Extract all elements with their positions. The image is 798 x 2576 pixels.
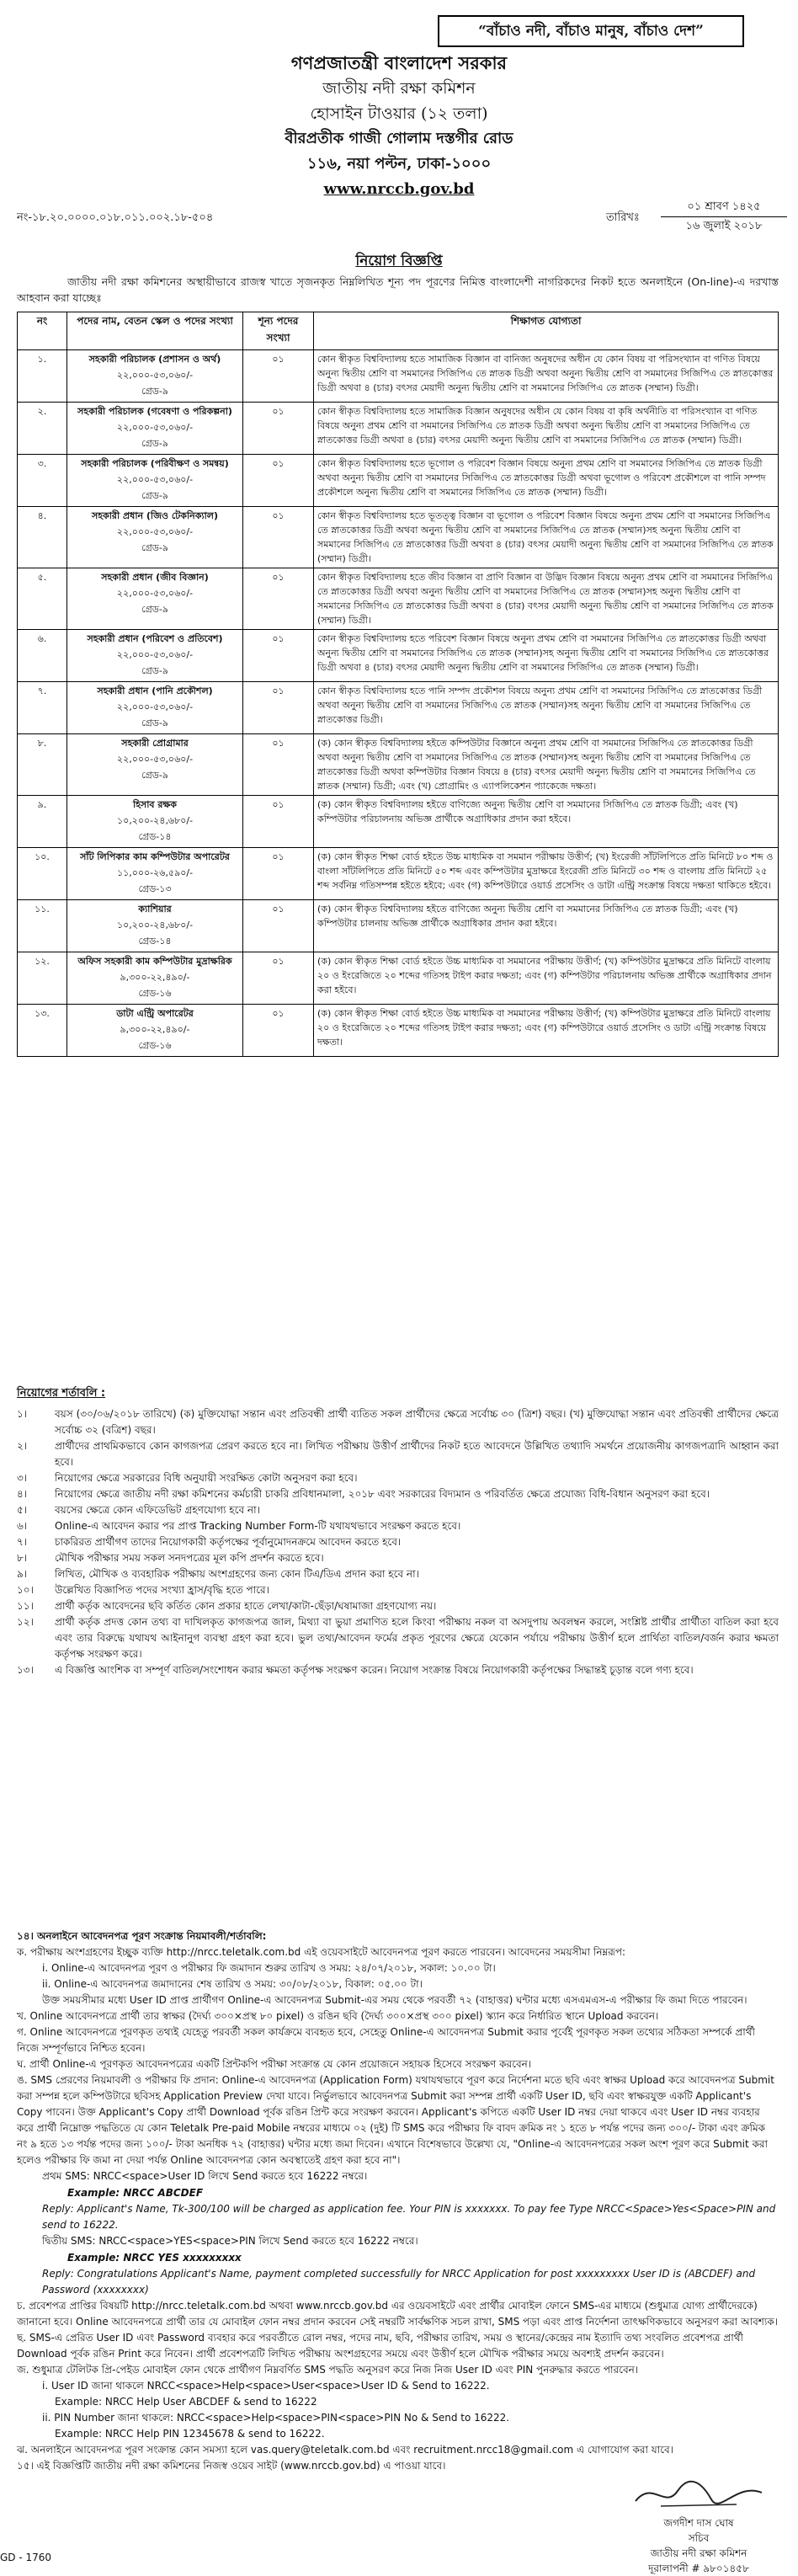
post-name: অফিস সহকারী কাম কম্পিউটার মুদ্রাক্ষরিক [77,956,232,967]
condition-item [17,1438,779,1470]
pay-grade: গ্রেড-১৪ [138,936,172,947]
signature-block [623,2476,774,2576]
qualification: (ক) কোন স্বীকৃত শিক্ষা বোর্ড হইতে উচ্চ মাধ্যমিক বা সমমান পরীক্ষায় উত্তীর্ণ; (খ) ইংরেজী সাঁটলিপিতে প্রতি মিনিটে ৮০ শব্দ ও বাংলা সাঁটলিপিতে প্রতি মিনিটে ৫০ শব্দ এবং কম্পিউটার মুদ্রাক্ষরে ইংরেজী প্রতি মিনিটে ৩০ শব্দ ও বাংলায় প্রতি মিনিটে ২৫ শব্দ সর্বনিম্ন গতিসম্পন্ন হইতে হইবে; এবং (গ) কম্পিউটারে ওয়ার্ড প্রসেসিং ও ডাটা এন্ট্রি সংক্রান্ত বিষয়ে দক্ষতা থাকিতে হইবে। [314,848,779,900]
qualification: (ক) কোন স্বীকৃত শিক্ষা বোর্ড হইতে উচ্চ মাধ্যমিক বা সমমানের পরীক্ষায় উত্তীর্ণ; (খ) কম্পিউটার মুদ্রাক্ষরে প্রতি মিনিটে বাংলায় ২০ ও ইংরেজিতে ২০ শব্দের গতিসহ টাইপ করার দক্ষতা; এবং (গ) কম্পিউটারে ওয়ার্ড প্রসেসিং ও ডাটা এন্ট্রি সংক্রান্ত বিষয়ে দক্ষতা। [314,1005,779,1057]
pay-scale: ২২,০০০-৫৩,০৬০/- [116,649,194,660]
online-g: ছ. SMS-এ প্রেরিত User ID এবং Password ব্যবহার করে পরবর্তীতে রোল নম্বর, পদের নাম, ছবি, পরীক্ষার তারিখ, সময় ও স্থানের/কেন্দ্রের নাম ইত্যাদি তথ্য সংবলিত প্রবেশপত্র প্রার্থী Download পূর্বক রঙিন Print করে নিবেন। প্রার্থী প্রবেশপত্রটি লিখিত পরীক্ষায় অংশগ্রহণের সময়ে এবং উত্তীর্ণ হলে মৌখিক পরীক্ষার সময়ে অবশ্যই প্রদর্শন করবেন। [17,2332,743,2360]
post-cell [67,952,243,1005]
row-number: ৭. [18,682,67,734]
signatory-name: জগদীশ দাস ঘোষ [663,2517,734,2529]
table-row [18,568,779,630]
header-vacancy: শূন্য পদের সংখ্যা [243,312,314,350]
condition-text: নিয়োগের ক্ষেত্রে জাতীয় নদী রক্ষা কমিশনের কর্মচারী চাকরি প্রবিধানমালা, ২০১৮ এবং সরকারের বিদ্যমান ও পরিবর্তিত ক্ষেত্রে প্রযোজ্য বিধি-বিধান অনুসরণ করা হবে। [55,1488,710,1500]
header-no: নং [18,312,67,350]
intro-paragraph: জাতীয় নদী রক্ষা কমিশনের অস্থায়ীভাবে রাজস্ব খাতে সৃজনকৃত নিম্নলিখিত শূন্য পদ পূরণের নিমিত্ত বাংলাদেশী নাগরিকদের নিকট হতে অনলাইনে (On-line)-এ দরখাস্ত আহবান করা যাচ্ছেঃ [17,275,779,304]
condition-text: প্রার্থী কর্তৃক আবেদনের ছবি কর্তিত কোন প্রকার হাতে লেখা/কাটা-ছেঁড়া/ঘষামাজা গ্রহণযোগ্য নয়। [55,1600,437,1612]
memo-number: নং-১৮.২০.০০০০.০১৮.০১১.০০২.১৮-৫০৪ [17,211,214,224]
qualification: কোন স্বীকৃত বিশ্ববিদ্যালয় হতে পানি সম্পদ প্রকৌশল বিষয়ে অনুন্য প্রথম শ্রেণি বা সমমানের সিজিপিএ তে স্নাতকোত্তর ডিগ্রী অথবা অনুন্য দ্বিতীয় শ্রেণি বা সমমানের সিজিপিএ তে স্নাতক (সম্মান)সহ অনুন্য দ্বিতীয় শ্রেণি বা সমমানের সিজিপিএ তে স্নাতকোত্তর ডিগ্রী। [314,682,779,734]
conditions-list [17,1406,779,1678]
online-head: ১৪। অনলাইনে আবেদনপত্র পূরণ সংক্রান্ত নিয়মাবলী/শর্তাবলি: [17,1930,267,1942]
vacancy-count: ০১ [243,568,314,630]
pay-scale: ৯,৩০০-২২,৪৯০/- [120,972,190,983]
condition-number: ৫। [17,1504,28,1516]
slogan-box: “বাঁচাও নদী, বাঁচাও মানুষ, বাঁচাও দেশ” [438,15,744,47]
row-number: ৯. [18,796,67,848]
online-ii: ii. Online-এ আবেদনপত্র জমাদানের শেষ তারিখ ও সময়: ৩০/০৮/২০১৮, বিকাল: ০৫.০০ টা। [42,1978,423,1990]
date-block [661,198,787,236]
pay-grade: গ্রেড-৯ [141,717,168,728]
pay-scale: ২২,০০০-৫৩,০৬০/- [116,701,194,712]
condition-item [17,1662,779,1678]
condition-number: ৬। [17,1520,28,1532]
row-number: ১১. [18,900,67,952]
qualification: (ক) কোন স্বীকৃত বিশ্ববিদ্যালয় হইতে বাণিজ্যে অনুন্য দ্বিতীয় শ্রেণি বা সমমানের সিজিপিএ তে স্নাতক ডিগ্রী; এবং (খ) কম্পিউটার চালনায় অভিজ্ঞ প্রার্থীকে অগ্রাধিকার প্রদান করা হইবে। [314,900,779,952]
conditions-title: নিয়োগের শর্তাবলি : [17,1387,106,1400]
condition-text: মৌখিক পরীক্ষার সময় সকল সনদপত্রের মূল কপি প্রদর্শন করতে হবে। [55,1552,324,1564]
pay-scale: ১১,০০০-২৬,৫৯০/- [116,867,194,878]
condition-number: ৮। [17,1552,28,1564]
table-row [18,1005,779,1057]
row-number: ৬. [18,630,67,682]
row-number: ৫. [18,568,67,630]
condition-number: ২। [17,1440,28,1452]
vacancy-count: ০১ [243,952,314,1005]
table-row [18,630,779,682]
pay-scale: ২২,০০০-৫৩,০৬০/- [116,422,194,433]
vacancy-count: ০১ [243,796,314,848]
post-cell [67,682,243,734]
signatory-org: জাতীয় নদী রক্ষা কমিশন [650,2547,747,2559]
pay-grade: গ্রেড-১৩ [138,883,172,894]
table-row [18,900,779,952]
vacancy-count: ০১ [243,682,314,734]
condition-text: প্রার্থী কর্তৃক প্রদত্ত কোন তথ্য বা দাখিলকৃত কাগজপত্র জাল, মিথ্যা বা ভুয়া প্রমাণিত হলে কিংবা পরীক্ষায় নকল বা অসদুপায় অবলম্বন করলে, সংশ্লিষ্ট প্রার্থীর প্রার্থীতা বাতিল করা হবে এবং তার বিরুদ্ধে যথাযথ আইনানুগ ব্যবস্থা গ্রহণ করা হবে। ভুল তথ্য/আবেদন ফর্মের প্রকৃত পূরণের ক্ষেত্রে যেকোন পর্যায়ে পরীক্ষায় উত্তীর্ণ হলে প্রার্থিতা বাতিল/বর্জন করার ক্ষমতা কর্তৃপক্ষ সংরক্ষণ করে। [55,1616,779,1660]
pay-scale: ২২,০০০-৫৩,০৬০/- [116,526,194,537]
letterhead [0,51,798,202]
date-label: তারিখঃ [606,211,640,224]
condition-item [17,1614,779,1662]
table-row [18,507,779,568]
condition-item [17,1582,779,1598]
condition-item [17,1534,779,1550]
qualification: কোন স্বীকৃত বিশ্ববিদ্যালয় হতে পরিবেশ বিজ্ঞান বিষয়ে অনুন্য প্রথম শ্রেণি বা সমমানের সিজিপিএ তে স্নাতকোত্তর ডিগ্রী অথবা অনুন্য দ্বিতীয় শ্রেণি বা সমমানের সিজিপিএ তে স্নাতক (সম্মান)সহ অনুন্য দ্বিতীয় শ্রেণি বা সমমানের সিজিপিএ তে স্নাতকোত্তর ডিগ্রী অথবা ৪ (চার) বৎসর মেয়াদী অনুন্য দ্বিতীয় শ্রেণি বা সমমানের সিজিপিএ তে স্নাতক (সম্মান) ডিগ্রী। [314,630,779,682]
sms-example-2: Example: NRCC YES xxxxxxxxx [67,2252,242,2264]
road-name: বীরপ্রতীক গাজী গোলাম দস্তগীর রোড [285,130,513,147]
pay-grade: গ্রেড-৯ [141,386,168,397]
online-contact: ঝ. অনলাইনে আবেদনপত্র পূরণ সংক্রান্ত কোন সমস্যা হলে vas.query@teletalk.com.bd এবং recruitment.nrcc18@gmail.com এ যোগাযোগ করা যাবে। [17,2444,673,2456]
vacancy-count: ০১ [243,848,314,900]
online-h: জ. শুধুমাত্র টেলিটক প্রি-পেইড মোবাইল ফোন থেকে প্রার্থীগণ নিম্নবর্ণিত SMS পদ্ধতি অনুসরণ করে নিজ নিজ User ID এবং PIN পুনরুদ্ধার করতে পারবেন। [17,2364,639,2376]
notice-title: নিয়োগ বিজ্ঞপ্তি [355,253,443,269]
condition-item [17,1470,779,1486]
reference-row [17,198,783,240]
online-a: ক. পরীক্ষায় অংশগ্রহণের ইচ্ছুক ব্যক্তি http://nrcc.teletalk.com.bd এই ওয়েবসাইটে আবেদনপত্র পূরণ করতে পারবেন। আবেদনের সময়সীমা নিম্নরূপ: [17,1946,626,1958]
post-name: সহকারী পরিচালক (প্রশাসন ও অর্থ) [88,354,221,365]
row-number: ৩. [18,455,67,507]
sms-first: প্রথম SMS: NRCC<space>User ID লিখে Send করতে হবে 16222 নম্বরে। [42,2170,368,2182]
conditions-section [17,1385,779,1678]
online-f: চ. প্রবেশপত্র প্রাপ্তির বিষয়টি http://nrcc.teletalk.com.bd অথবা www.nrccb.gov.bd এর ওয়েবসাইটে এবং প্রার্থীর মোবাইল ফোনে SMS-এর মাধ্যমে (শুধুমাত্র যোগ্য প্রার্থীদেরকে) জানানো হবে। Online আবেদনপত্রে প্রার্থী তার যে মোবাইল ফোন নম্বর প্রদান করবেন সেই নম্বরটি সার্বক্ষণিক সচল রাখা, SMS পড়া এবং প্রাপ্ত নির্দেশনা তাৎক্ষণিকভাবে অনুসরণ করা আবশ্যক। [17,2300,779,2328]
vacancy-count: ০১ [243,900,314,952]
table-header-row [18,312,779,350]
condition-number: ৯। [17,1568,28,1580]
pay-grade: গ্রেড-১৬ [138,1040,172,1051]
header-qualification: শিক্ষাগত যোগ্যতা [314,312,779,350]
post-name: সাঁট লিপিকার কাম কম্পিউটার অপারেটর [80,851,230,862]
condition-text: বয়স (৩০/০৬/২০১৮ তারিখে) (ক) মুক্তিযোদ্ধা সন্তান এবং প্রতিবন্ধী প্রার্থী ব্যতিত সকল প্রার্থীদের ক্ষেত্রে সর্বোচ্চ ৩০ (ত্রিশ) বছর। (খ) মুক্তিযোদ্ধা সন্তান এবং প্রতিবন্ধী প্রার্থীদের ক্ষেত্রে সর্বোচ্চ ৩২ (বত্রিশ) বছর। [55,1408,779,1436]
post-cell [67,796,243,848]
condition-text: Online-এ আবেদন করার পর প্রাপ্ত Tracking Number Form-টি যথাযথভাবে সংরক্ষণ করতে হবে। [55,1520,461,1532]
row-number: ১০. [18,848,67,900]
sms-reply-1: Reply: Applicant's Name, Tk-300/100 will be charged as application fee. Your PIN is xxxxxxx. To pay fee Type NRCC<Space>Yes<Space>PIN and send to 16222. [42,2203,776,2231]
recovery-user-id-example: Example: NRCC Help User ABCDEF & send to 16222 [55,2396,317,2408]
table-row [18,682,779,734]
website-link[interactable]: www.nrccb.gov.bd [323,180,475,198]
post-cell [67,507,243,568]
building-name: হোসাইন টাওয়ার (১২ তলা) [310,104,488,123]
qualification: (ক) কোন স্বীকৃত বিশ্ববিদ্যালয় হইতে বাণিজ্যে অনুন্য দ্বিতীয় শ্রেণি বা সমমানের সিজিপিএ তে স্নাতক ডিগ্রী; এবং (খ) কম্পিউটার পরিচালনায় অভিজ্ঞ প্রার্থীকে অগ্রাধিকার প্রদান করা হইবে। [314,796,779,848]
condition-text: বয়সের ক্ষেত্রে কোন এফিডেভিট গ্রহণযোগ্য হবে না। [55,1504,260,1516]
condition-text: প্রার্থীদের প্রাথমিকভাবে কোন কাগজপত্র প্রেরণ করতে হবে না। লিখিত পরীক্ষায় উত্তীর্ণ প্রার্থীদের নিকট হতে আবেদনে উল্লিখিত তথ্যাদি সমর্থনে প্রয়োজনীয় কাগজপত্রাদি আহ্বান করা হবে। [55,1440,779,1468]
address-line: ১১৬, নয়া পল্টন, ঢাকা-১০০০ [306,155,492,173]
condition-number: ১৩। [17,1664,34,1676]
vacancy-count: ০১ [243,507,314,568]
condition-number: ৪। [17,1488,28,1500]
condition-text: লিখিত, মৌখিক ও ব্যবহারিক পরীক্ষায় অংশগ্রহণের জন্য কোন টিএ/ডিএ প্রদান করা হবে না। [55,1568,419,1580]
pay-scale: ১০,২০০-২৪,৬৮০/- [116,920,194,931]
condition-number: ১১। [17,1600,34,1612]
pay-scale: ২২,০০০-৫৩,০৬০/- [116,370,194,381]
online-e: ঙ. SMS প্রেরণের নিয়মাবলী ও পরীক্ষার ফি প্রদান: Online-এ আবেদনপত্র (Application Form) যথাযথভাবে পূরণ করে নির্দেশনা মতে ছবি এবং স্বাক্ষর Upload করে আবেদনপত্র Submit করা সম্পন্ন হলে কম্পিউটারে ছবিসহ Application Preview দেখা যাবে। নির্ভুলভাবে আবেদনপত্র Submit করা সম্পন্ন প্রার্থী একটি User ID, ছবি এবং স্বাক্ষরযুক্ত একটি Applicant's Copy পাবেন। উক্ত Applicant's Copy প্রার্থী Download পূর্বক রঙিন প্রিন্ট করে সংরক্ষণ করবেন। Applicant's কপিতে একটি User ID নম্বর দেয়া থাকবে এবং User ID নম্বর ব্যবহার করে প্রার্থী নিম্নোক্ত পদ্ধতিতে যে কোন Teletalk Pre-paid Mobile নম্বরের মাধ্যমে ০২ (দুই) টি SMS করে পরীক্ষার ফি বাবদ ক্রমিক নং ১ হতে ৮ পর্যন্ত পদের জন্য ৩০০/- টাকা এবং ক্রমিক নং ৯ হতে ১৩ পর্যন্ত পদের জন্য ১০০/- টাকা অনধিক ৭২ (বাহাত্তর) ঘন্টার মধ্যে জমা দিবেন। এখানে বিশেষভাবে উল্লেখ্য যে, "Online-এ আবেদনপত্রের সকল অংশ পূরণ করে Submit করা হলেও পরীক্ষার ফি জমা না দেয়া পর্যন্ত Online আবেদনপত্র কোন অবস্থাতেই গ্রহণ করা হবে না"। [17,2074,774,2166]
sms-reply-2: Reply: Congratulations Applicant's Name, payment completed successfully for NRCC Application for post xxxxxxxxx User ID is (ABCDEF) and Password (xxxxxxxx) [42,2268,756,2296]
online-c: গ. Online আবেদনপত্রে পূরণকৃত তথ্যই যেহেতু পরবর্তী সকল কার্যক্রমে ব্যবহৃত হবে, সেহেতু Online-এ আবেদনপত্র Submit করার পূর্বেই পূরণকৃত সকল তথ্যের সঠিকতা সম্পর্কে প্রার্থী নিজে সম্পূর্ণভাবে নিশ্চিত হবেন। [17,2026,755,2054]
table-row [18,796,779,848]
post-cell [67,848,243,900]
pay-grade: গ্রেড-৯ [141,604,168,615]
pay-grade: গ্রেড-৯ [141,770,168,781]
pay-grade: গ্রেড-৯ [141,542,168,553]
row-number: ১২. [18,952,67,1005]
row-number: ৪. [18,507,67,568]
condition-number: ১০। [17,1584,34,1596]
condition-number: ৩। [17,1472,28,1484]
corner-code: GD - 1760 [0,2552,52,2563]
row-number: ২. [18,403,67,455]
condition-text: চাকরিরত প্রার্থীগণ তাদের নিয়োগকারী কর্তৃপক্ষের পূর্বানুমোদনক্রমে আবেদন করতে হবে। [55,1536,402,1548]
post-name: ডাটা এন্ট্রি অপারেটর [116,1008,194,1019]
vacancy-count: ০১ [243,455,314,507]
table-row [18,952,779,1005]
recovery-user-id: i. User ID জানা থাকলে NRCC<space>Help<space>User<space>User ID & Send to 16222. [42,2380,490,2392]
online-note: উক্ত সময়সীমার মধ্যে User ID প্রাপ্ত প্রার্থীগণ Online-এ আবেদনপত্র Submit-এর সময় থেকে পরবর্তী ৭২ (বাহাত্তর) ঘন্টার মধ্যে এসএমএস-এ পরীক্ষার ফি জমা দিতে পারবেন। [42,1994,747,2006]
qualification: কোন স্বীকৃত বিশ্ববিদ্যালয় হতে ভূগোল ও পরিবেশ বিজ্ঞান বিষয়ে অনুন্য প্রথম শ্রেণি বা সমমানের সিজিপিএ তে স্নাতক ডিগ্রী অথবা অনুন্য দ্বিতীয় শ্রেণি বা সমমানের সিজিপিএ তে স্নাতকোত্তর ডিগ্রী অথবা ভূগোল ও পরিবেশ প্রকৌশলে বা পানি সম্পদ প্রকৌশলে অনুন্য দ্বিতীয় শ্রেণি বা সমমানের সিজিপিএ তে স্নাতক (সম্মান) ডিগ্রী। [314,455,779,507]
row-number: ১৩. [18,1005,67,1057]
qualification: কোন স্বীকৃত বিশ্ববিদ্যালয় হতে ভূতত্ত্ব বিজ্ঞান বা ভূগোল ও পরিবেশ বিজ্ঞান বিষয়ে অনুন্য প্রথম শ্রেণি বা সমমানের সিজিপিএ তে স্নাতকোত্তর ডিগ্রী অথবা অনুন্য দ্বিতীয় শ্রেণি বা সমমানের সিজিপিএ তে স্নাতক (সম্মান)সহ অনুন্য দ্বিতীয় শ্রেণি বা সমমানের সিজিপিএ তে স্নাতকোত্তর ডিগ্রী অথবা ৪ (চার) বৎসর মেয়াদী অনুন্য দ্বিতীয় শ্রেণি বা সমমানের সিজিপিএ তে স্নাতক (সম্মান) ডিগ্রী। [314,507,779,568]
condition-text: এ বিজ্ঞপ্তি আংশিক বা সম্পূর্ণ বাতিল/সংশোধন করার ক্ষমতা কর্তৃপক্ষ সংরক্ষণ করেন। নিয়োগ সংক্রান্ত বিষয়ে নিয়োগকারী কর্তৃপক্ষের সিদ্ধান্তই চূড়ান্ত বলে গণ্য হবে। [55,1664,694,1676]
condition-item [17,1550,779,1566]
pay-scale: ২২,০০০-৫৩,০৬০/- [116,474,194,485]
government-name: গণপ্রজাতন্ত্রী বাংলাদেশ সরকার [290,52,508,73]
condition-item [17,1502,779,1518]
recovery-pin: ii. PIN Number জানা থাকলে: NRCC<space>Help<space>PIN<space>PIN No & Send to 16222. [42,2412,510,2424]
pay-scale: ১০,২০০-২৪,৬৮০/- [116,815,194,826]
post-cell [67,568,243,630]
pay-grade: গ্রেড-৯ [141,438,168,449]
condition-number: ১২। [17,1616,34,1628]
qualification: কোন স্বীকৃত বিশ্ববিদ্যালয় হতে সামাজিক বিজ্ঞান বা বানিজ্য অনুষদের অধীন যে কোন বিষয় বা পরিসংখ্যান বা গণিত বিষয়ে অনুন্য দ্বিতীয় শ্রেণি বা সমমানের সিজিপিএ তে স্নাতক ডিগ্রী অথবা অনুন্য দ্বিতীয় শ্রেণি বা সমমানের সিজিপিএ তে স্নাতকোত্তর ডিগ্রী অথবা ৪ (চার) বৎসর মেয়াদী অনুন্য দ্বিতীয় শ্রেণি বা সমমানের সিজিপিএ তে স্নাতক (সম্মান) ডিগ্রী। [314,350,779,403]
date-english: ১৬ জুলাই ২০১৮ [661,216,787,236]
post-name: সহকারী প্রধান (পরিবেশ ও প্রতিবেশ) [87,633,223,644]
pay-grade: গ্রেড-৯ [141,665,168,676]
table-row [18,848,779,900]
qualification: (ক) কোন স্বীকৃত শিক্ষা বোর্ড হইতে উচ্চ মাধ্যমিক বা সমমানের পরীক্ষায় উত্তীর্ণ; (খ) কম্পিউটার মুদ্রাক্ষরে প্রতি মিনিটে বাংলায় ২০ ও ইংরেজিতে ২০ শব্দের গতিসহ টাইপ করার দক্ষতা; এবং (গ) কম্পিউটার পরিচালনায় অভিজ্ঞ প্রার্থীকে অগ্রাধিকার প্রদান করা হইবে। [314,952,779,1005]
pay-grade: গ্রেড-৯ [141,490,168,501]
condition-item [17,1598,779,1614]
header-post: পদের নাম, বেতন স্কেল ও পদের সংখ্যা [67,312,243,350]
condition-number: ১। [17,1408,28,1420]
vacancy-count: ০১ [243,630,314,682]
vacancy-count: ০১ [243,403,314,455]
table-row [18,350,779,403]
website-availability: ১৫। এই বিজ্ঞপ্তিটি জাতীয় নদী রক্ষা কমিশনের নিজস্ব ওয়েব সাইট (www.nrccb.gov.bd) এ পাওয়া যাবে। [17,2460,446,2472]
qualification: (ক) কোন স্বীকৃত বিশ্ববিদ্যালয় হইতে কম্পিউটার বিজ্ঞানে অনুন্য প্রথম শ্রেণি বা সমমানের সিজিপিএ তে স্নাতকোত্তর ডিগ্রী অথবা অনুন্য দ্বিতীয় শ্রেণি বা সমমানের সিজিপিএ তে স্নাতক (সম্মান)সহ অনুন্য দ্বিতীয় শ্রেণি বা সমমানের সিজিপিএ তে স্নাতকোত্তর ডিগ্রী অথবা কম্পিউটার বিজ্ঞান বিষয়ে ৪ (চার) বৎসর মেয়াদী অনুন্য দ্বিতীয় শ্রেণি বা সমমানের সিজিপিএ তে স্নাতক (সম্মান) ডিগ্রী; এবং (খ) প্রোগ্রামিং ও এ্যাপলিকেশন প্যাকেজে দক্ষতা। [314,734,779,796]
condition-text: উল্লেখিত বিজ্ঞাপিত পদের সংখ্যা হ্রাস/বৃদ্ধি হতে পারে। [55,1584,269,1596]
table-row [18,403,779,455]
condition-item [17,1486,779,1502]
post-name: সহকারী প্রোগ্রামার [121,738,189,749]
post-cell [67,630,243,682]
signatory-phone: দূরালাপনী # ৯৮০১৪৫৮ [648,2563,749,2574]
sms-example-1: Example: NRCC ABCDEF [67,2187,204,2199]
table-row [18,734,779,796]
online-d: ঘ. প্রার্থী Online-এ পূরণকৃত আবেদনপত্রের একটি প্রিন্টকপি পরীক্ষা সংক্রান্ত যে কোন প্রয়োজনে সহায়ক হিসেবে সংরক্ষণ করবেন। [17,2058,532,2070]
pay-grade: গ্রেড-১৬ [138,988,172,999]
online-application-section [17,1928,779,2474]
row-number: ১. [18,350,67,403]
pay-scale: ২২,০০০-৫৩,০৬০/- [116,588,194,599]
post-cell [67,1005,243,1057]
condition-item [17,1406,779,1438]
sms-second: দ্বিতীয় SMS: NRCC<space>YES<space>PIN লিখে Send করতে হবে 16222 নম্বরে। [42,2235,418,2247]
post-name: সহকারী পরিচালক (পরিবীক্ষণ ও সমন্বয়) [81,458,229,469]
pay-scale: ৯,৩০০-২২,৪৯০/- [120,1024,190,1035]
post-name: সহকারী প্রধান (পানি প্রকৌশল) [97,685,213,696]
post-cell [67,350,243,403]
pay-grade: গ্রেড-১৪ [138,831,172,842]
post-name: সহকারী প্রধান (জীব বিজ্ঞান) [101,572,209,583]
post-cell [67,734,243,796]
row-number: ৮. [18,734,67,796]
online-i: i. Online-এ আবেদনপত্র পূরণ ও পরীক্ষার ফি জমাদান শুরুর তারিখ ও সময়: ২৪/০৭/২০১৮, সকাল: ১০.০০ টা। [42,1962,496,1974]
date-bangla: ০১ শ্রাবণ ১৪২৫ [687,200,761,213]
signatory-title: সচিব [688,2532,710,2544]
post-name: হিসাব রক্ষক [133,799,177,810]
condition-item [17,1566,779,1582]
vacancy-count: ০১ [243,734,314,796]
post-cell [67,403,243,455]
qualification: কোন স্বীকৃত বিশ্ববিদ্যালয় হতে জীব বিজ্ঞান বা প্রাণি বিজ্ঞান বা উদ্ভিদ বিজ্ঞান বিষয়ে অনুন্য প্রথম শ্রেণি বা সমমানের সিজিপিএ তে স্নাতকোত্তর ডিগ্রী অথবা অনুন্য দ্বিতীয় শ্রেণি বা সমমানের সিজিপিএ তে স্নাতক (সম্মান)সহ অনুন্য দ্বিতীয় শ্রেণি বা সমমানের সিজিপিএ তে স্নাতকোত্তর ডিগ্রী অথবা ৪ (চার) বৎসর মেয়াদী অনুন্য দ্বিতীয় শ্রেণি বা সমমানের সিজিপিএ তে স্নাতক (সম্মান) ডিগ্রী। [314,568,779,630]
recovery-pin-example: Example: NRCC Help PIN 12345678 & send to 16222. [55,2428,325,2440]
qualification: কোন স্বীকৃত বিশ্ববিদ্যালয় হতে সামাজিক বিজ্ঞান অনুষদের অধীন যে কোন বিষয় বা কৃষি অর্থনীতি বা পরিসংখ্যান বা গণিত বিষয়ে অনুন্য প্রথম শ্রেণি বা সমমানের সিজিপিএ তে স্নাতক ডিগ্রী অথবা অনুন্য দ্বিতীয় শ্রেণি বা সমমানের সিজিপিএ তে স্নাতকোত্তর ডিগ্রী অথবা ৪ (চার) বৎসর মেয়াদী অনুন্য দ্বিতীয় শ্রেণি বা সমমানের সিজিপিএ তে স্নাতক (সম্মান) ডিগ্রী। [314,403,779,455]
table-row [18,455,779,507]
post-name: সহকারী পরিচালক (গবেষণা ও পরিকল্পনা) [77,406,232,417]
post-cell [67,900,243,952]
post-cell [67,455,243,507]
pay-scale: ২২,০০০-৫৩,০৬০/- [116,754,194,765]
condition-number: ৭। [17,1536,28,1548]
vacancy-count: ০১ [243,350,314,403]
condition-text: নিয়োগের ক্ষেত্রে সরকারের বিধি অনুযায়ী সংরক্ষিত কোটা অনুসরণ করা হবে। [55,1472,358,1484]
post-name: ক্যাশিয়ার [138,904,172,915]
signature-scribble [627,2476,770,2513]
vacancy-count: ০১ [243,1005,314,1057]
posts-table [17,312,779,1057]
online-b: খ. Online আবেদনপত্রে প্রার্থী তার স্বাক্ষর (দৈর্ঘ্য ৩০০×প্রস্থ ৮০ pixel) ও রঙিন ছবি (দৈর্ঘ্য ৩০০×প্রস্থ ৩০০ pixel) স্ক্যান করে নির্ধারিত স্থানে Upload করবেন। [17,2010,659,2022]
condition-item [17,1518,779,1534]
commission-name: জাতীয় নদী রক্ষা কমিশন [322,79,476,98]
post-name: সহকারী প্রধান (জিও টেকনিক্যাল) [91,510,219,521]
